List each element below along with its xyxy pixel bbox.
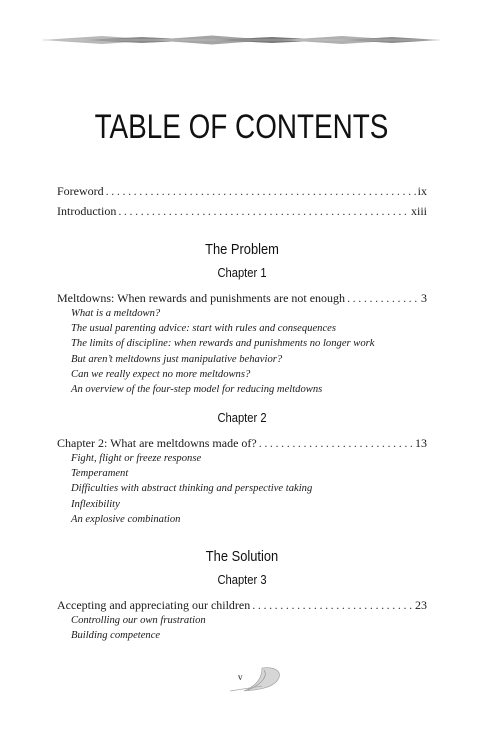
- part-section: [57, 548, 427, 565]
- dot-leader: [118, 204, 409, 219]
- chapter-3-entries: [57, 598, 427, 643]
- toc-subentry[interactable]: Building competence: [71, 630, 161, 642]
- toc-subentry[interactable]: Can we really expect no more meltdowns?: [71, 368, 251, 380]
- part-heading: The Solution: [205, 548, 279, 565]
- toc-entry-page: xiii: [410, 204, 427, 218]
- chapter-2-entries: [57, 436, 427, 527]
- dot-leader: [259, 436, 413, 451]
- toc-entry-page: 23: [415, 598, 427, 612]
- toc-entry-label: Foreword: [57, 184, 104, 198]
- toc-entry-page: ix: [417, 184, 427, 198]
- page-title: TABLE OF CONTENTS: [94, 108, 389, 146]
- toc-subentry[interactable]: Fight, flight or freeze response: [71, 453, 202, 464]
- toc-subentry[interactable]: Controlling our own frustration: [71, 615, 206, 626]
- toc-subentry[interactable]: But aren’t meltdowns just manipulative behavior?: [71, 353, 283, 365]
- toc-subentry[interactable]: Temperament: [71, 468, 129, 480]
- dot-leader: [347, 291, 419, 306]
- toc-subentry[interactable]: An explosive combination: [71, 513, 181, 525]
- toc-entry-label: Chapter 2: What are meltdowns made of?: [57, 436, 257, 450]
- chapter-heading: Chapter 3: [217, 572, 267, 587]
- toc-entry-page: 13: [415, 436, 427, 450]
- ornamental-rule: [42, 34, 440, 46]
- chapter-heading: Chapter 1: [217, 265, 267, 280]
- toc-subentry[interactable]: The limits of discipline: when rewards and punishments no longer work: [71, 338, 375, 350]
- dot-leader: [106, 184, 416, 199]
- chapter-section: [57, 410, 427, 425]
- toc-subentry[interactable]: An overview of the four-step model for reducing meltdowns: [71, 384, 323, 396]
- chapter-section: [57, 265, 427, 280]
- toc-subentry[interactable]: Difficulties with abstract thinking and perspective taking: [71, 483, 313, 495]
- toc-entry[interactable]: [57, 436, 427, 451]
- toc-entry[interactable]: [57, 184, 427, 199]
- toc-subentry[interactable]: Inflexibility: [71, 498, 120, 510]
- toc-entry[interactable]: [57, 291, 427, 306]
- toc-entry-label: Meltdowns: When rewards and punishments are not enough: [57, 291, 346, 305]
- chapter-heading: Chapter 2: [217, 410, 267, 425]
- toc-front-matter: [57, 184, 427, 219]
- toc-entry-label: Accepting and appreciating our children: [57, 598, 251, 612]
- toc-entry[interactable]: [57, 598, 427, 613]
- toc-subentry[interactable]: The usual parenting advice: start with rules and consequences: [71, 323, 337, 335]
- toc-subentry[interactable]: What is a meltdown?: [71, 308, 161, 319]
- toc-entry-page: 3: [421, 291, 427, 305]
- toc-entry-label: Introduction: [57, 204, 117, 218]
- page-number: v: [238, 672, 243, 682]
- chapter-1-entries: [57, 291, 427, 397]
- chapter-section: [57, 572, 427, 587]
- dot-leader: [252, 598, 413, 613]
- part-heading: The Problem: [205, 241, 279, 258]
- toc-entry[interactable]: [57, 204, 427, 219]
- part-section: [57, 241, 427, 258]
